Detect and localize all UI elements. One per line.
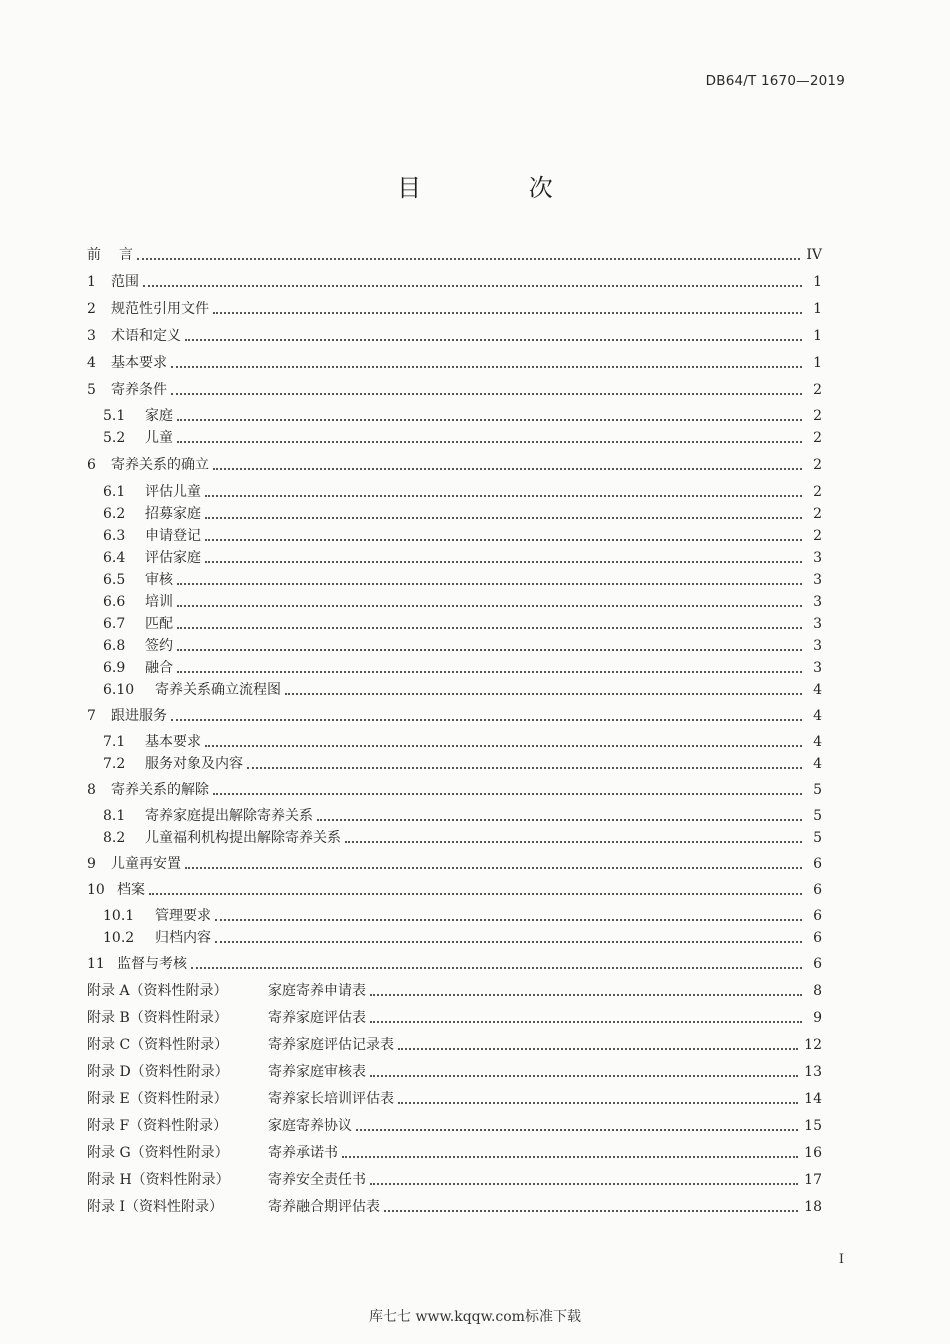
toc-entry-title: 寄养条件 bbox=[111, 382, 167, 398]
toc-entry-number: 7.1 bbox=[103, 734, 126, 750]
toc-entry[interactable] bbox=[103, 482, 822, 502]
toc-entry-page: 1 bbox=[813, 355, 822, 371]
toc-leader-dots bbox=[171, 366, 802, 368]
toc-entry[interactable] bbox=[87, 299, 822, 319]
toc-entry[interactable] bbox=[87, 954, 822, 974]
toc-entry-page: 1 bbox=[813, 274, 822, 290]
toc-leader-dots bbox=[191, 967, 802, 969]
toc-entry-page: 2 bbox=[813, 430, 822, 446]
toc-entry-title: 签约 bbox=[145, 638, 173, 654]
toc-entry-title: 寄养家庭评估记录表 bbox=[268, 1037, 394, 1053]
toc-entry-page: 1 bbox=[813, 301, 822, 317]
toc-entry-page: 2 bbox=[813, 457, 822, 473]
toc-entry-page: 6 bbox=[813, 956, 822, 972]
toc-entry-page: 15 bbox=[804, 1118, 822, 1134]
toc-entry-page: 3 bbox=[813, 594, 822, 610]
toc-entry-title: 范围 bbox=[111, 274, 139, 290]
toc-leader-dots bbox=[213, 312, 802, 314]
toc-entry[interactable] bbox=[103, 680, 822, 700]
toc-entry-number: 7.2 bbox=[103, 756, 126, 772]
toc-entry[interactable] bbox=[103, 406, 822, 426]
toc-leader-dots bbox=[285, 693, 802, 695]
toc-entry-title: 寄养融合期评估表 bbox=[268, 1199, 380, 1215]
page-title: 目 次 bbox=[397, 174, 603, 202]
toc-entry[interactable] bbox=[103, 806, 822, 826]
toc-entry-number: 3 bbox=[87, 328, 96, 344]
toc-entry[interactable] bbox=[87, 706, 822, 726]
toc-entry-number: 6 bbox=[87, 457, 96, 473]
toc-entry-title: 基本要求 bbox=[111, 355, 167, 371]
toc-entry-title: 寄养安全责任书 bbox=[268, 1172, 366, 1188]
toc-entry[interactable] bbox=[87, 1116, 822, 1136]
toc-entry[interactable] bbox=[87, 1008, 822, 1028]
toc-entry[interactable] bbox=[103, 906, 822, 926]
toc-entry-title: 归档内容 bbox=[155, 930, 211, 946]
toc-entry[interactable] bbox=[103, 526, 822, 546]
toc-entry-title: 招募家庭 bbox=[145, 506, 201, 522]
toc-entry[interactable] bbox=[103, 428, 822, 448]
toc-leader-dots bbox=[370, 1075, 798, 1077]
toc-entry-number: 8.2 bbox=[103, 830, 126, 846]
toc-entry[interactable] bbox=[87, 353, 822, 373]
toc-entry-title: 培训 bbox=[145, 594, 173, 610]
toc-entry-title: 寄养家长培训评估表 bbox=[268, 1091, 394, 1107]
toc-entry-title: 融合 bbox=[145, 660, 173, 676]
toc-entry-title: 术语和定义 bbox=[111, 328, 181, 344]
toc-leader-dots bbox=[185, 339, 802, 341]
toc-entry-number: 7 bbox=[87, 708, 96, 724]
toc-leader-dots bbox=[317, 819, 802, 821]
toc-entry[interactable] bbox=[87, 272, 822, 292]
toc-entry-title: 申请登记 bbox=[145, 528, 201, 544]
toc-entry-number: 附录 D（资料性附录） bbox=[87, 1064, 229, 1080]
toc-leader-dots bbox=[215, 919, 802, 921]
toc-leader-dots bbox=[137, 258, 800, 260]
toc-entry-title: 监督与考核 bbox=[117, 956, 187, 972]
toc-entry-number: 5.1 bbox=[103, 408, 126, 424]
toc-entry-number: 6.6 bbox=[103, 594, 126, 610]
toc-entry[interactable] bbox=[87, 1062, 822, 1082]
toc-entry-title: 审核 bbox=[145, 572, 173, 588]
toc-entry-number: 附录 A（资料性附录） bbox=[87, 983, 228, 999]
toc-entry-page: 14 bbox=[804, 1091, 822, 1107]
page-number: I bbox=[838, 1252, 844, 1267]
toc-entry-page: 18 bbox=[804, 1199, 822, 1215]
toc-entry-number: 9 bbox=[87, 856, 96, 872]
toc-entry-number: 8.1 bbox=[103, 808, 126, 824]
toc-entry-page: 13 bbox=[804, 1064, 822, 1080]
toc-entry-page: 6 bbox=[813, 856, 822, 872]
toc-entry[interactable] bbox=[87, 854, 822, 874]
toc-entry-number: 前 bbox=[87, 247, 101, 263]
toc-entry-page: 6 bbox=[813, 908, 822, 924]
toc-entry[interactable] bbox=[87, 880, 822, 900]
toc-entry-title: 跟进服务 bbox=[111, 708, 167, 724]
toc-leader-dots bbox=[370, 1183, 798, 1185]
toc-entry-page: 2 bbox=[813, 506, 822, 522]
toc-entry-page: 4 bbox=[813, 756, 822, 772]
toc-leader-dots bbox=[205, 561, 802, 563]
toc-entry-number: 10 bbox=[87, 882, 105, 898]
toc-entry-page: 1 bbox=[813, 328, 822, 344]
toc-leader-dots bbox=[398, 1048, 798, 1050]
toc-entry-page: 2 bbox=[813, 528, 822, 544]
toc-entry-page: 12 bbox=[804, 1037, 822, 1053]
toc-entry-number: 6.9 bbox=[103, 660, 126, 676]
toc-leader-dots bbox=[384, 1210, 798, 1212]
toc-entry-number: 6.2 bbox=[103, 506, 126, 522]
toc-entry-number: 6.10 bbox=[103, 682, 135, 698]
toc-entry-number: 6.4 bbox=[103, 550, 126, 566]
toc-entry[interactable] bbox=[87, 455, 822, 475]
toc-leader-dots bbox=[247, 767, 802, 769]
toc-leader-dots bbox=[177, 627, 802, 629]
toc-leader-dots bbox=[356, 1129, 798, 1131]
toc-entry[interactable] bbox=[103, 828, 822, 848]
toc-entry[interactable] bbox=[103, 658, 822, 678]
toc-entry-number: 6.5 bbox=[103, 572, 126, 588]
toc-leader-dots bbox=[215, 941, 802, 943]
toc-leader-dots bbox=[171, 393, 802, 395]
toc-entry-number: 6.7 bbox=[103, 616, 126, 632]
toc-entry[interactable] bbox=[103, 592, 822, 612]
toc-entry[interactable] bbox=[103, 754, 822, 774]
toc-leader-dots bbox=[177, 605, 802, 607]
toc-entry-number: 附录 E（资料性附录） bbox=[87, 1091, 228, 1107]
toc-leader-dots bbox=[398, 1102, 798, 1104]
toc-entry[interactable] bbox=[103, 636, 822, 656]
toc-entry-number: 6.1 bbox=[103, 484, 126, 500]
toc-entry-number: 2 bbox=[87, 301, 96, 317]
toc-entry-title: 儿童 bbox=[145, 430, 173, 446]
toc-entry-number: 11 bbox=[87, 956, 105, 972]
toc-entry-title: 寄养家庭评估表 bbox=[268, 1010, 366, 1026]
toc-entry-page: 3 bbox=[813, 572, 822, 588]
toc-leader-dots bbox=[185, 867, 802, 869]
toc-leader-dots bbox=[171, 719, 802, 721]
toc-entry[interactable] bbox=[87, 1170, 822, 1190]
toc-entry-number: 附录 G（资料性附录） bbox=[87, 1145, 229, 1161]
toc-entry-page: 3 bbox=[813, 616, 822, 632]
toc-leader-dots bbox=[342, 1156, 798, 1158]
toc-entry[interactable] bbox=[87, 245, 822, 265]
toc-entry[interactable] bbox=[87, 780, 822, 800]
toc-entry-title: 寄养承诺书 bbox=[268, 1145, 338, 1161]
toc-entry[interactable] bbox=[103, 548, 822, 568]
standard-code: DB64/T 1670—2019 bbox=[705, 73, 845, 89]
toc-leader-dots bbox=[205, 495, 802, 497]
toc-entry-page: 2 bbox=[813, 484, 822, 500]
toc-entry-number: 1 bbox=[87, 274, 96, 290]
toc-entry-title: 寄养关系的解除 bbox=[111, 782, 209, 798]
toc-entry-number: 附录 I（资料性附录） bbox=[87, 1199, 223, 1215]
toc-entry-page: 6 bbox=[813, 930, 822, 946]
toc-leader-dots bbox=[205, 517, 802, 519]
toc-entry-title: 家庭寄养协议 bbox=[268, 1118, 352, 1134]
toc-entry[interactable] bbox=[103, 614, 822, 634]
toc-entry-number: 附录 C（资料性附录） bbox=[87, 1037, 229, 1053]
toc-entry-number: 5.2 bbox=[103, 430, 126, 446]
toc-leader-dots bbox=[177, 649, 802, 651]
toc-entry-page: 3 bbox=[813, 550, 822, 566]
toc-leader-dots bbox=[370, 1021, 802, 1023]
toc-leader-dots bbox=[143, 285, 802, 287]
toc-entry[interactable] bbox=[87, 1035, 822, 1055]
toc-entry-number: 附录 B（资料性附录） bbox=[87, 1010, 228, 1026]
toc-leader-dots bbox=[345, 841, 802, 843]
toc-entry-title: 评估家庭 bbox=[145, 550, 201, 566]
toc-entry-number: 10.1 bbox=[103, 908, 135, 924]
toc-entry-page: 9 bbox=[813, 1010, 822, 1026]
toc-entry[interactable] bbox=[103, 504, 822, 524]
toc-entry-page: 5 bbox=[813, 808, 822, 824]
toc-entry-title: 寄养关系确立流程图 bbox=[155, 682, 281, 698]
toc-entry-title: 儿童福利机构提出解除寄养关系 bbox=[145, 830, 341, 846]
toc-entry-title: 寄养家庭审核表 bbox=[268, 1064, 366, 1080]
toc-entry-title: 规范性引用文件 bbox=[111, 301, 209, 317]
toc-entry-title: 档案 bbox=[117, 882, 145, 898]
toc-entry-number: 6.8 bbox=[103, 638, 126, 654]
toc-leader-dots bbox=[213, 468, 802, 470]
toc-entry[interactable] bbox=[87, 1089, 822, 1109]
toc-entry-number: 5 bbox=[87, 382, 96, 398]
toc-entry-title: 匹配 bbox=[145, 616, 173, 632]
toc-entry-number: 6.3 bbox=[103, 528, 126, 544]
toc-entry-number: 8 bbox=[87, 782, 96, 798]
toc-entry[interactable] bbox=[103, 732, 822, 752]
toc-entry-page: 4 bbox=[813, 708, 822, 724]
toc-entry-page: 3 bbox=[813, 660, 822, 676]
toc-entry-number: 附录 H（资料性附录） bbox=[87, 1172, 230, 1188]
toc-entry-page: 2 bbox=[813, 408, 822, 424]
toc-leader-dots bbox=[177, 419, 802, 421]
toc-entry-title: 服务对象及内容 bbox=[145, 756, 243, 772]
footer-watermark: 库七七 www.kqqw.com标准下载 bbox=[369, 1309, 581, 1325]
toc-entry[interactable] bbox=[103, 570, 822, 590]
toc-entry-number: 4 bbox=[87, 355, 96, 371]
toc-entry-title: 家庭寄养申请表 bbox=[268, 983, 366, 999]
toc-leader-dots bbox=[213, 793, 802, 795]
toc-entry-page: 4 bbox=[813, 734, 822, 750]
toc-entry[interactable] bbox=[87, 981, 822, 1001]
toc-entry-page: 2 bbox=[813, 382, 822, 398]
toc-entry-title: 儿童再安置 bbox=[111, 856, 181, 872]
toc-entry-page: 5 bbox=[813, 782, 822, 798]
toc-entry[interactable] bbox=[87, 380, 822, 400]
toc-entry-page: 16 bbox=[804, 1145, 822, 1161]
toc-entry-title: 基本要求 bbox=[145, 734, 201, 750]
toc-leader-dots bbox=[149, 893, 802, 895]
toc-entry-page: 6 bbox=[813, 882, 822, 898]
toc-leader-dots bbox=[205, 539, 802, 541]
toc-leader-dots bbox=[205, 745, 802, 747]
toc-leader-dots bbox=[177, 583, 802, 585]
toc-entry[interactable] bbox=[87, 1197, 822, 1217]
toc-entry[interactable] bbox=[87, 1143, 822, 1163]
toc-entry-number: 10.2 bbox=[103, 930, 135, 946]
toc-entry[interactable] bbox=[87, 326, 822, 346]
toc-entry-title: 评估儿童 bbox=[145, 484, 201, 500]
toc-entry-title: 言 bbox=[119, 247, 133, 263]
toc-entry-title: 寄养关系的确立 bbox=[111, 457, 209, 473]
toc-leader-dots bbox=[370, 994, 802, 996]
toc-entry-page: 8 bbox=[813, 983, 822, 999]
toc-entry-title: 管理要求 bbox=[155, 908, 211, 924]
toc-entry-page: 4 bbox=[813, 682, 822, 698]
toc-entry-page: 5 bbox=[813, 830, 822, 846]
toc-entry-title: 家庭 bbox=[145, 408, 173, 424]
toc-entry[interactable] bbox=[103, 928, 822, 948]
toc-entry-page: IV bbox=[806, 247, 822, 263]
toc-entry-number: 附录 F（资料性附录） bbox=[87, 1118, 228, 1134]
toc-entry-page: 3 bbox=[813, 638, 822, 654]
toc-leader-dots bbox=[177, 671, 802, 673]
toc-leader-dots bbox=[177, 441, 802, 443]
toc-entry-title: 寄养家庭提出解除寄养关系 bbox=[145, 808, 313, 824]
toc-entry-page: 17 bbox=[804, 1172, 822, 1188]
